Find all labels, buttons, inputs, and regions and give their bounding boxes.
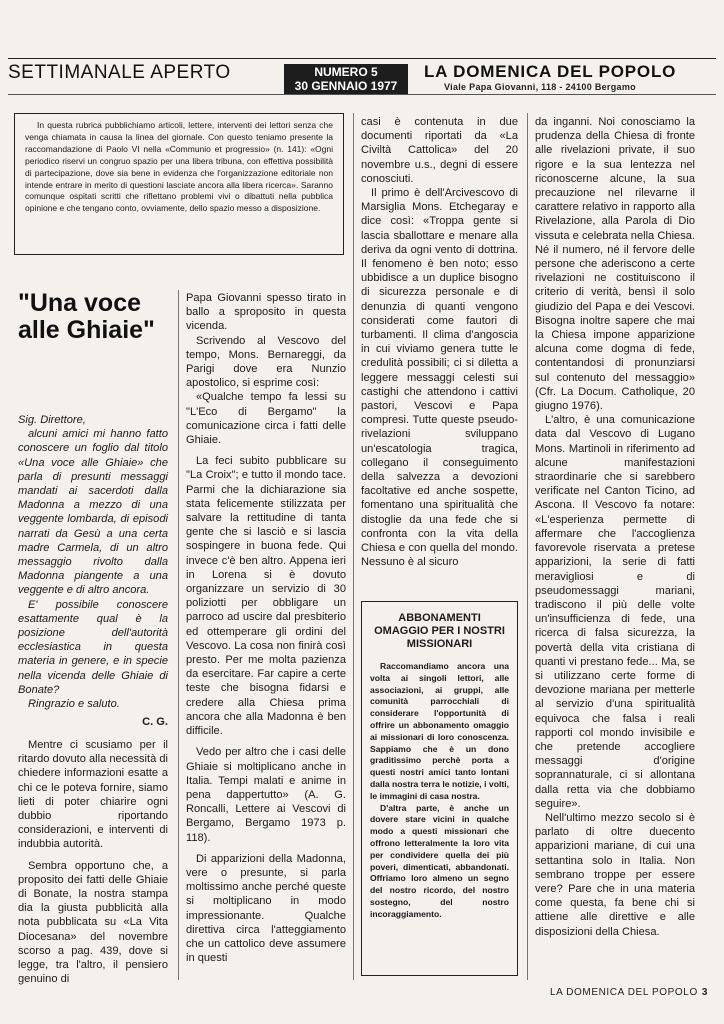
- letter-paragraph: E' possibile conoscere esattamente qual è la posizione dell'autorità ecclesiastica in questa materia in genere, e in specie nella vicenda delle Ghiaie di Bonate?: [18, 598, 168, 696]
- article-paragraph: «Qualche tempo fa lessi su "L'Eco di Bergamo" la comunicazione circa i fatti delle Ghiaie.: [186, 391, 346, 447]
- column-divider: [178, 290, 179, 980]
- article-column-4: [535, 115, 695, 939]
- issue-date: 30 GENNAIO 1977: [294, 79, 398, 93]
- article-column-3: [361, 115, 518, 570]
- article-paragraph: Vedo per altro che i casi delle Ghiaie si moltiplicano anche in Italia. Tempi malati e anime in pena dappertutto» (A. G. Roncalli, Lettere ai Vescovi di Bergamo, Bergamo 1973 p. 118).: [186, 746, 346, 844]
- publication-title: LA DOMENICA DEL POPOLO: [424, 62, 677, 81]
- letter-signature: C. G.: [142, 716, 168, 729]
- section-title: SETTIMANALE APERTO: [8, 62, 231, 83]
- letter-closing: Ringrazio e saluto.: [28, 698, 120, 711]
- page-footer: [550, 987, 708, 998]
- issue-number: NUMERO 5: [314, 65, 378, 79]
- subscription-box-text: [370, 661, 509, 921]
- column-divider: [353, 113, 354, 980]
- article-paragraph: La feci subito pubblicare su "La Croix"; e tutto il mondo tace. Parmi che la dichiarazione sia stata felicemente stilizzata per salvare la rettitudine di tanta gente che si lasciò e si lascia sospingere in buona fede. Qui invece c'è ben altro. Appena ieri in Lorena si è dovuto organizzare un servizio di 30 poliziotti per obbligare un parroco ad uscire dal presbiterio ed ottemperare gli ordini del Vescovo. La cosa non finirà così presto. Per me molta pazienza da esercitare. Far capire a certe teste che bisogna fidarsi e credere alla Chiesa prima ancora che alla Madonna è ben difficile.: [186, 455, 346, 738]
- editorial-note-box: [14, 113, 344, 255]
- header-top-rule: [8, 58, 716, 59]
- article-column-2: [186, 291, 346, 965]
- article-headline: "Una voce alle Ghiaie": [18, 289, 155, 344]
- footer-publication: LA DOMENICA DEL POPOLO: [549, 987, 698, 998]
- subscription-paragraph: D'altra parte, è anche un dovere stare vicini in qualche modo a questi missionari che offrono letteralmente la loro vita per condividere quella dei più poveri, dimenticati, abbandonati. Offriamo loro almeno un segno del nostro ricordo, del nostro sostegno, del nostro incoraggiamento.: [370, 802, 509, 919]
- article-paragraph: L'altro, è una comunicazione data dal Vescovo di Lugano Mons. Martinoli in riferimento ad alcune manifestazioni straordinarie che si sarebbero verificate nel Canton Ticino, ad Ascona. Il Vescovo fa notare: «L'esperienza permette di affermare che l'accoglienza favorevole riservata a pretese apparizioni, la serie di fatti meravigliosi e di pseudomessaggi mariani, tradiscono il più delle volte un'insufficienza di fede, una ricerca di falsa sicurezza, la povertà della vita cristiana di quanti vi prestano fede... Ma, se si utilizzano certe forme di devozione mariana per metterle al servizio d'una spiritualità equivoca che falsa i reali rapporti col mondo invisibile e che pretende accogliere messaggi d'origine soprannaturale, ci si allontana dalla retta via che dobbiamo seguire».: [535, 414, 695, 810]
- subscription-box: [361, 601, 518, 976]
- letter-salutation: Sig. Direttore,: [18, 414, 86, 426]
- article-paragraph: Scrivendo al Vescovo del tempo, Mons. Bernareggi, da Parigi dove era Nunzio apostolico, si esprime così:: [186, 334, 346, 390]
- publication-address: Viale Papa Giovanni, 118 - 24100 Bergamo: [444, 82, 636, 92]
- article-paragraph: casi è contenuta in due documenti riportati da «La Civiltà Cattolica» del 20 novembre u.s., degni di essere conosciuti.: [361, 116, 518, 185]
- subscription-paragraph: Raccomandiamo ancora una volta ai singoli lettori, alle associazioni, ai gruppi, alle comunità parrocchiali di considerare l'opportunità di offrire un abbonamento omaggio ai missionari di loro conoscenza. Sappiamo che è un dono graditissimo perchè porta a questi nostri amici tanto lontani dalla nostra terra le notizie, i volti, le immagini di casa nostra.: [370, 661, 509, 801]
- article-paragraph: Di apparizioni della Madonna, vere o presunte, si parla moltissimo anche perché queste si moltiplicano in modo impressionante. Qualche direttiva circa l'atteggiamento che un cattolico deve assumere in questi: [186, 852, 346, 965]
- article-paragraph: Il primo è dell'Arcivescovo di Marsiglia Mons. Etchegaray e dice così: «Troppa gente si lascia sballottare e menare alla deriva da ogni vento di dottrina. Il fenomeno è ben noto; esso ubbidisce a un duplice bisogno di sicurezza personale e di denunzia di quanti vengono considerati come fautori di turbamenti. Il clima d'angoscia in cui viviamo genera tutte le credulità possibili; ci si diletta a leggere messaggi celesti sui castighi che attendono i cattivi pastori, Vescovi e Papa compresi. Tutte queste pseudo-rivelazioni sviluppano un'escatologia tragica, collegano il conseguimento della salvezza a devozioni facoltative ed anche sospette, fomentano una spiritualità che distoglie da una fede che si confronta con la vita della Chiesa e con quella del mondo. Nessuno è al sicuro: [361, 187, 518, 569]
- page-number: 3: [701, 987, 708, 998]
- editorial-note-text: In questa rubrica pubblichiamo articoli, lettere, interventi dei lettori senza che venga chiamata in causa la linea del giornale. Con questo teniamo presente la raccomandazione di Paolo VI nella «Communio et progressio» (n. 141): «Ogni periodico riservi un congruo spazio per una libera tribuna, con effettiva possibilità di partecipazione, dove sia bene in evidenza che l'organizzazione editoriale non intende entrare in merito di questioni lasciate ancora alla libera ricerca». Saranno comunque ospitati scritti che riflettano problemi vivi o dibattuti nella pubblica opinione e che tengano conto, ovviamente, dello spazio messo a disposizione.: [25, 120, 333, 214]
- letter-paragraph: alcuni amici mi hanno fatto conoscere un foglio dal titolo «Una voce alle Ghiaie» che parla di presunti messaggi mandati ai sacerdoti dalla Madonna a mezzo di una veggente lombarda, di episodi narrati da Gesù a una certa madre Carmela, di un altro messaggio rivolto dalla Madonna piangente a una veggente e di altro ancora.: [18, 428, 168, 597]
- article-paragraph: Papa Giovanni spesso tirato in ballo a sproposito in questa vicenda.: [186, 292, 346, 333]
- issue-badge: [284, 64, 408, 95]
- reply-paragraph: Sembra opportuno che, a proposito dei fatti delle Ghiaie di Bonate, la nostra stampa dia la giusta pubblicità alla nota pubblicata su «La Vita Diocesana» del novembre scorso a pag. 439, dove si legge, tra l'altro, il pensiero genuino di: [18, 859, 168, 986]
- reply-paragraph: Mentre ci scusiamo per il ritardo dovuto alla necessità di chiedere informazioni esatte a chi ce le poteva fornire, siamo lieti di poter chiarire ogni dubbio riportando considerazioni, e interventi di indubbia autorità.: [18, 739, 168, 851]
- article-paragraph: Nell'ultimo mezzo secolo si è parlato di oltre duecento apparizioni mariane, di cui una settantina solo in Italia. Non sembrano troppe per essere vere? Pare che in una materia come questa, fa bene chi si attiene alle direttive e alle disposizioni della Chiesa.: [535, 811, 695, 938]
- article-paragraph: da inganni. Noi conosciamo la prudenza della Chiesa di fronte alle rivelazioni private, il suo rigore e la sua lentezza nel riconoscerne alcune, la sua precauzione nel rilevarne il carattere relativo in rapporto alla Rivelazione, alla Parola di Dio vissuta e celebrata nella Chiesa. Né il numero, né il fervore delle persone che aderiscono a certe rivelazioni ne costituiscono il criterio di verità, bensì il solo giudizio del Papa e dei Vescovi. Bisogna inoltre sapere che mai la Chiesa impone apparizione alcuna come dogma di fede, contentandosi di pronunziarsi sul contenuto del messaggio» (Cfr. La Docum. Catholique, 20 giugno 1976).: [535, 116, 695, 413]
- column-divider: [527, 113, 528, 980]
- subscription-box-title: ABBONAMENTI OMAGGIO PER I NOSTRI MISSIONARI: [374, 612, 505, 650]
- reply-column-1: [18, 738, 168, 986]
- header-bottom-rule: [8, 94, 716, 95]
- reader-letter: [18, 413, 168, 729]
